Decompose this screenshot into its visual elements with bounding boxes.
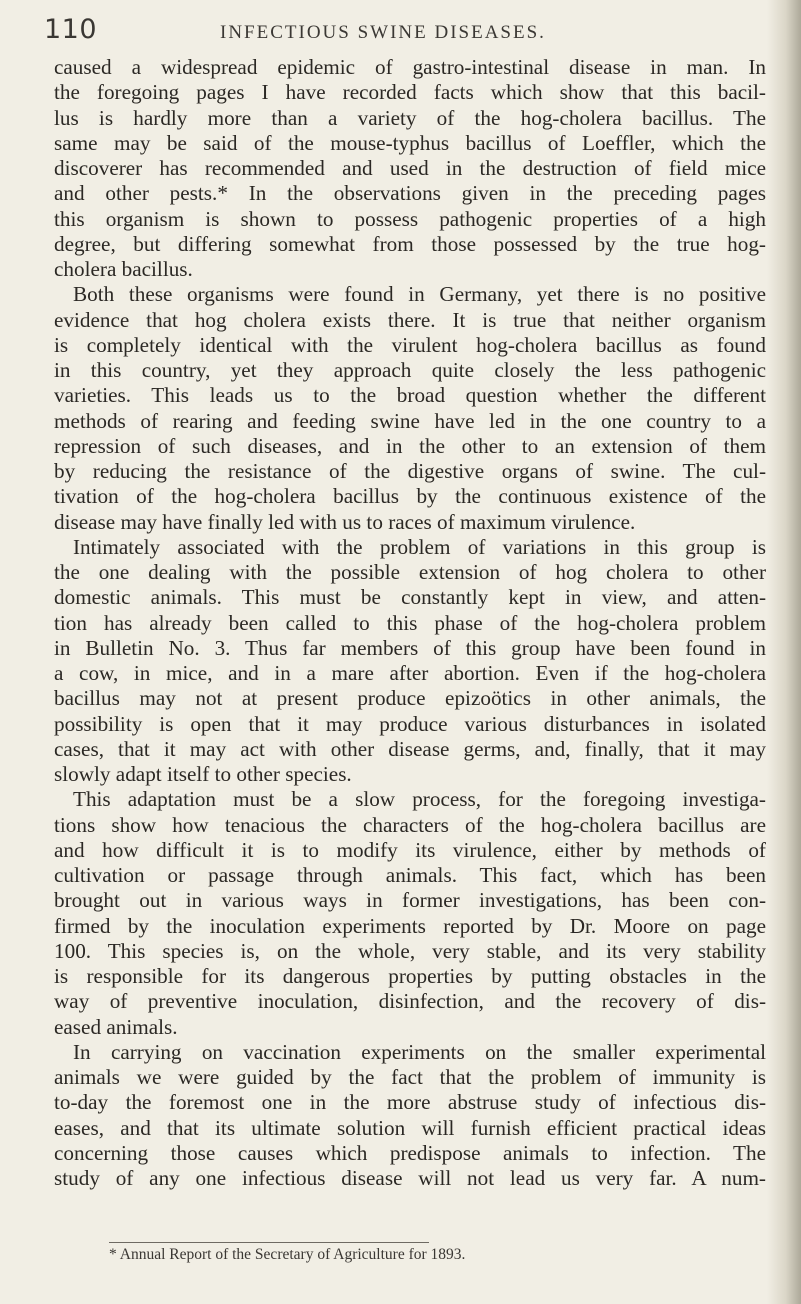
text-line: study of any one infectious disease will not lead us very far. A num- [54,1166,766,1190]
text-line: to-day the foremost one in the more abstruse study of infectious dis- [54,1090,766,1115]
text-line: slowly adapt itself to other species. [54,762,352,786]
text-line: by reducing the resistance of the digestive organs of swine. The cul- [54,459,766,483]
text-line: a cow, in mice, and in a mare after abortion. Even if the hog-cholera [54,661,766,685]
text-line: the one dealing with the possible extension of hog cholera to other [54,560,766,584]
text-line: domestic animals. This must be constantly kept in view, and atten- [54,585,766,610]
page-edge-shadow [767,0,801,1304]
text-line: possibility is open that it may produce various disturbances in isolated [54,711,766,736]
text-line: cultivation or passage through animals. This fact, which has been [54,863,766,887]
text-line: discoverer has recommended and used in the destruction of field mice [54,156,766,180]
text-line: is responsible for its dangerous properties by putting obstacles in the [54,964,766,988]
text-line: bacillus may not at present produce epizoötics in other animals, the [54,686,766,711]
page-number: 110 [44,14,98,45]
footnote: * Annual Report of the Secretary of Agriculture for 1893. [109,1246,466,1263]
text-line: This adaptation must be a slow process, for the foregoing investiga- [73,787,766,812]
text-line: firmed by the inoculation experiments reported by Dr. Moore on page [54,913,766,938]
text-line: varieties. This leads us to the broad question whether the different [54,383,766,408]
text-line: caused a widespread epidemic of gastro-intestinal disease in man. In [54,55,766,79]
text-line: methods of rearing and feeding swine have led in the one country to a [54,408,766,433]
text-line: degree, but differing somewhat from those possessed by the true hog- [54,231,766,256]
text-line: brought out in various ways in former investigations, has been con- [54,888,766,913]
text-line: tivation of the hog-cholera bacillus by the continuous existence of the [54,484,766,509]
text-line: cases, that it may act with other disease germs, and, finally, that it may [54,736,766,761]
footnote-rule [109,1242,429,1243]
text-line: same may be said of the mouse-typhus bacillus of Loeffler, which the [54,130,766,155]
text-line: eased animals. [54,1014,178,1039]
text-line: tions show how tenacious the characters of the hog-cholera bacillus are [54,812,766,837]
text-line: in this country, yet they approach quite closely the less pathogenic [54,358,766,382]
text-line: this organism is shown to possess pathogenic properties of a high [54,206,766,231]
text-line: is completely identical with the virulent hog-cholera bacillus as found [54,332,766,357]
text-line: Intimately associated with the problem of variations in this group is [73,534,766,559]
text-line: In carrying on vaccination experiments on the smaller experimental [73,1039,766,1064]
text-line: and how difficult it is to modify its virulence, either by methods of [54,837,766,862]
text-line: cholera bacillus. [54,257,193,281]
running-head [44,14,764,54]
text-line: tion has already been called to this phase of the hog-cholera problem [54,610,766,635]
text-line: way of preventive inoculation, disinfection, and the recovery of dis- [54,989,766,1014]
text-line: in Bulletin No. 3. Thus far members of this group have been found in [54,635,766,660]
text-line: Both these organisms were found in Germany, yet there is no positive [73,282,766,307]
text-line: the foregoing pages I have recorded facts which show that this bacil- [54,80,766,105]
text-line: repression of such diseases, and in the other to an extension of them [54,433,766,458]
text-body [54,55,766,1191]
text-line: lus is hardly more than a variety of the hog-cholera bacillus. The [54,105,766,130]
text-line: concerning those causes which predispose animals to infection. The [54,1140,766,1165]
text-line: animals we were guided by the fact that the problem of immunity is [54,1065,766,1089]
text-line: evidence that hog cholera exists there. It is true that neither organism [54,307,766,332]
text-line: 100. This species is, on the whole, very stable, and its very stability [54,938,766,963]
text-line: eases, and that its ultimate solution will furnish efficient practical ideas [54,1115,766,1140]
running-title: INFECTIOUS SWINE DISEASES. [220,22,546,43]
text-line: and other pests.* In the observations given in the preceding pages [54,181,766,206]
text-line: disease may have finally led with us to races of maximum virulence. [54,509,636,534]
